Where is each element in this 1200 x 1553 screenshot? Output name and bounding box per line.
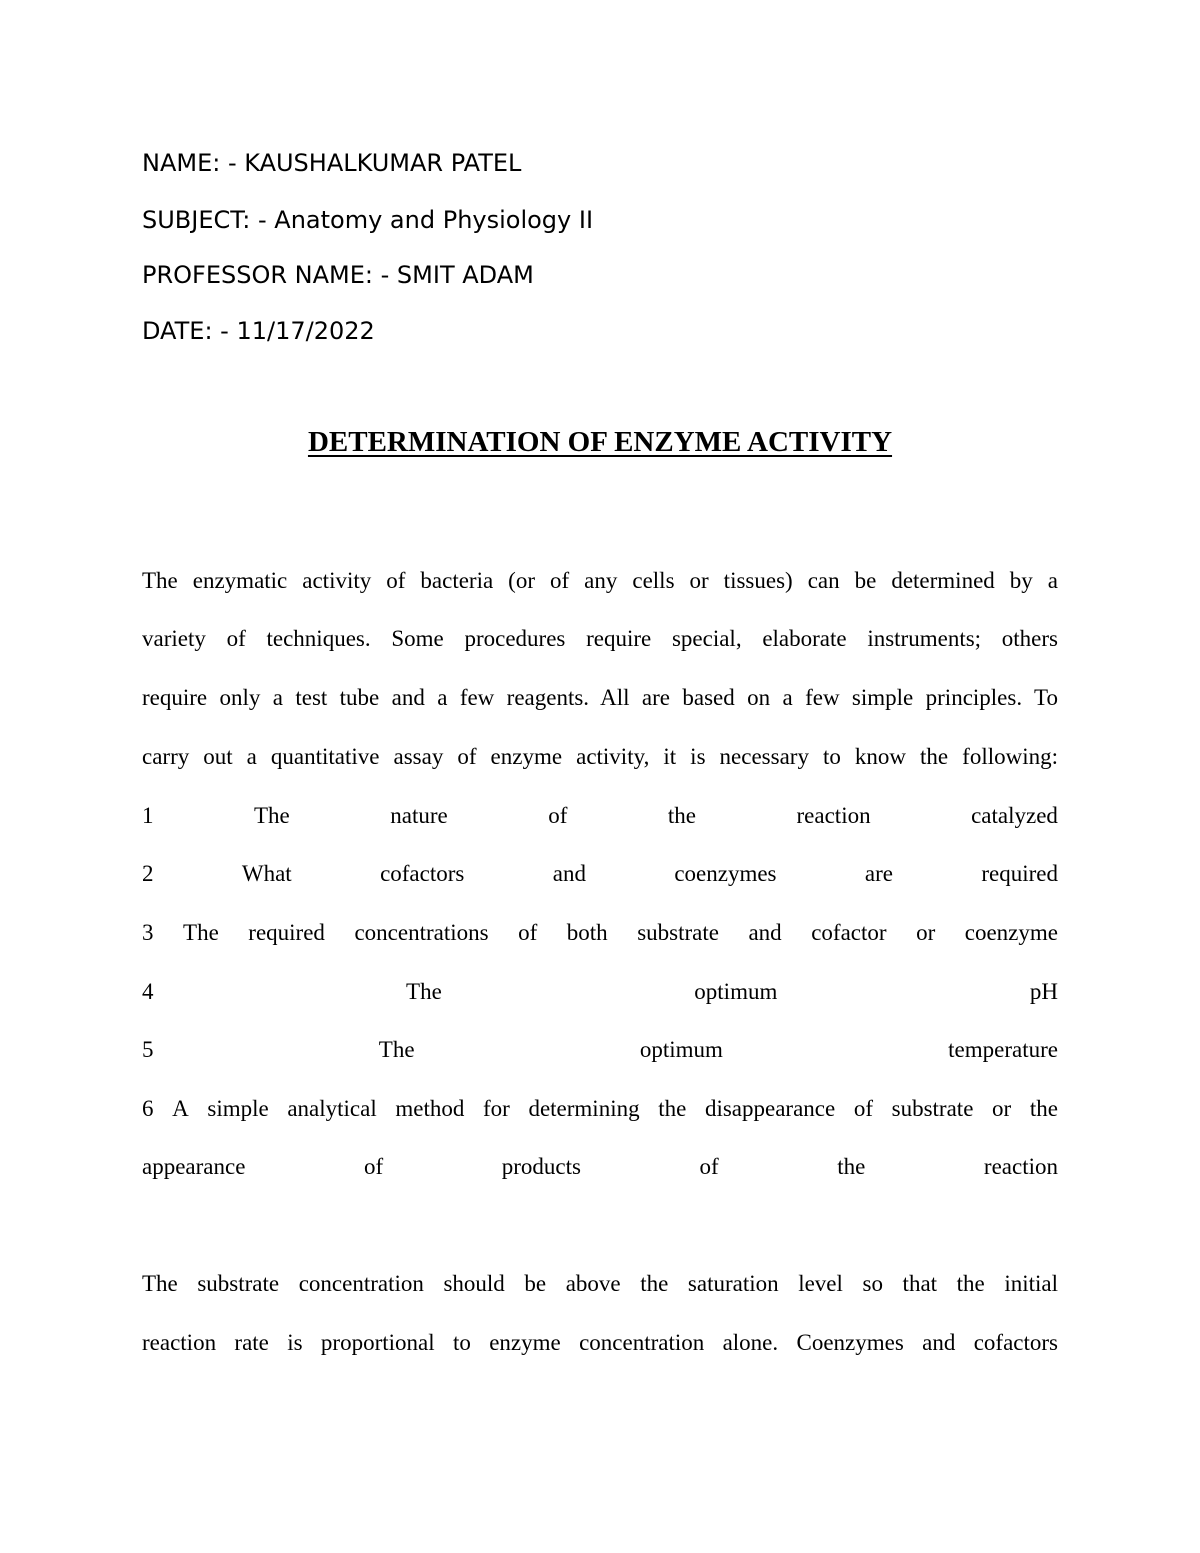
list-word: 6	[142, 1096, 154, 1121]
list-word: required	[248, 920, 325, 945]
closing-line: reaction rate is proportional to enzyme concentration alone. Coenzymes and cofactors	[142, 1330, 1058, 1355]
list-word: of	[363, 1154, 384, 1179]
list-word: optimum	[639, 1037, 723, 1062]
list-word: optimum	[694, 979, 778, 1004]
list-word: of	[699, 1154, 719, 1179]
intro-line: require only a test tube and a few reagents. All are based on a few simple principles. To	[142, 685, 1058, 710]
list-word: are	[864, 861, 893, 886]
list-word: the	[658, 1096, 687, 1121]
list-word: The	[254, 803, 290, 828]
list-word: analytical	[287, 1096, 377, 1121]
list-item-6	[142, 1094, 1058, 1124]
list-word: of	[518, 920, 538, 945]
list-word: the	[667, 803, 697, 828]
student-name-line: NAME: - KAUSHALKUMAR PATEL	[142, 149, 522, 177]
list-word: simple	[207, 1096, 269, 1121]
list-item-3	[142, 918, 1058, 948]
intro-line: carry out a quantitative assay of enzyme activity, it is necessary to know the following:	[142, 744, 1058, 769]
list-word: cofactor	[811, 920, 887, 945]
subject-line: SUBJECT: - Anatomy and Physiology II	[142, 206, 594, 234]
list-word: of	[853, 1096, 874, 1121]
list-word: reaction	[796, 803, 871, 828]
list-item-2	[142, 859, 1058, 889]
list-word: the	[837, 1154, 866, 1179]
list-word: determining	[528, 1096, 640, 1121]
list-word: coenzymes	[674, 861, 777, 886]
list-word: 2	[142, 861, 154, 886]
date-line: DATE: - 11/17/2022	[142, 317, 375, 345]
list-word: both	[566, 920, 608, 945]
list-word: and	[552, 861, 586, 886]
list-word: or	[992, 1096, 1012, 1121]
intro-line: The enzymatic activity of bacteria (or of any cells or tissues) can be determined by a	[142, 568, 1058, 593]
list-word: pH	[1029, 979, 1058, 1004]
list-word: appearance	[142, 1154, 246, 1179]
list-word: reaction	[983, 1154, 1058, 1179]
list-item-5	[142, 1035, 1058, 1065]
closing-line: The substrate concentration should be above the saturation level so that the initial	[142, 1271, 1058, 1296]
list-word: method	[395, 1096, 465, 1121]
list-word: required	[981, 861, 1058, 886]
list-word: concentrations	[354, 920, 489, 945]
list-word: A	[172, 1096, 189, 1121]
list-word: and	[748, 920, 782, 945]
list-word: substrate	[637, 920, 719, 945]
list-word: nature	[390, 803, 448, 828]
intro-line: variety of techniques. Some procedures require special, elaborate instruments; others	[142, 626, 1058, 651]
list-word: for	[483, 1096, 510, 1121]
list-item-6-continued	[142, 1152, 1058, 1182]
list-word: 4	[142, 979, 154, 1004]
list-word: The	[378, 1037, 415, 1062]
professor-name-line: PROFESSOR NAME: - SMIT ADAM	[142, 261, 534, 289]
list-word: temperature	[948, 1037, 1058, 1062]
list-word: 5	[142, 1037, 154, 1062]
list-word: of	[548, 803, 568, 828]
list-item-4	[142, 977, 1058, 1007]
list-word: products	[501, 1154, 581, 1179]
list-word: or	[916, 920, 936, 945]
list-item-1	[142, 801, 1058, 831]
list-word: cofactors	[380, 861, 465, 886]
list-word: the	[1029, 1096, 1058, 1121]
list-word: catalyzed	[971, 803, 1058, 828]
list-word: The	[183, 920, 219, 945]
list-word: The	[406, 979, 442, 1004]
list-word: substrate	[891, 1096, 974, 1121]
list-word: disappearance	[704, 1096, 836, 1121]
list-word: 1	[142, 803, 154, 828]
list-word: 3	[142, 920, 154, 945]
list-word: coenzyme	[964, 920, 1058, 945]
document-title: DETERMINATION OF ENZYME ACTIVITY	[307, 426, 893, 458]
list-word: What	[241, 861, 292, 886]
